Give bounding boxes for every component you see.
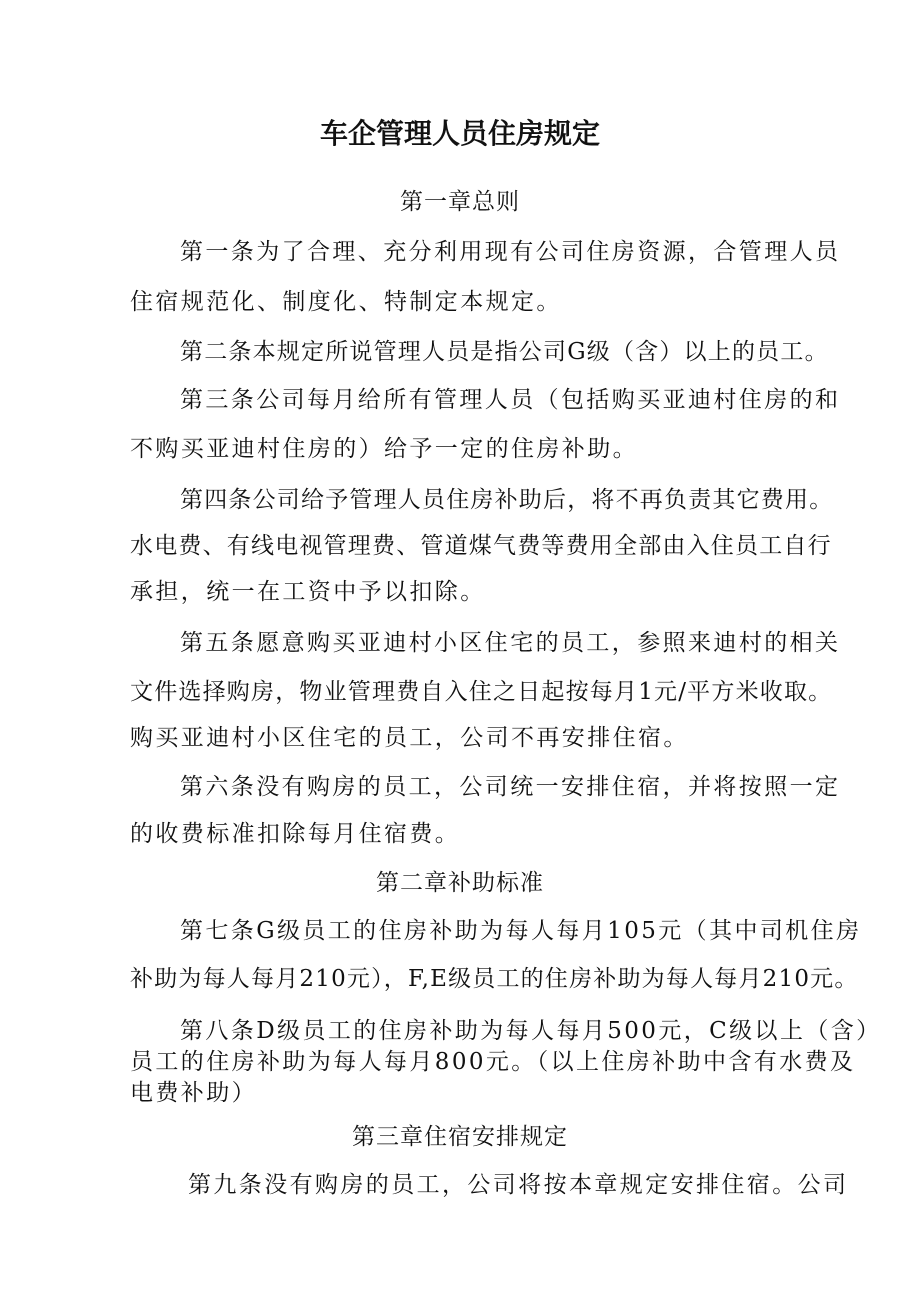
article-3-line-2: 不购买亚迪村住房的）给予一定的住房补助。 <box>130 436 638 462</box>
article-6-line-2: 的收费标准扣除每月住宿费。 <box>130 821 461 847</box>
chapter-2-heading: 第二章补助标准 <box>376 870 544 896</box>
article-4-line-2: 水电费、有线电视管理费、管道煤气费等费用全部由入住员工自行 <box>130 533 832 559</box>
article-7-line-2: 补助为每人每月210元），F,E级员工的住房补助为每人每月210元。 <box>130 966 859 992</box>
article-5-line-1: 第五条愿意购买亚迪村小区住宅的员工，参照来迪村的相关 <box>180 630 841 656</box>
article-4-line-3: 承担，统一在工资中予以扣除。 <box>130 579 486 605</box>
article-8-line-2: 员工的住房补助为每人每月800元。（以上住房补助中含有水费及 <box>130 1049 856 1075</box>
article-9-line-1: 第九条没有购房的员工，公司将按本章规定安排住宿。公司 <box>188 1172 849 1198</box>
article-1-line-1: 第一条为了合理、充分利用现有公司住房资源，合管理人员 <box>180 239 841 265</box>
article-8-line-1: 第八条D级员工的住房补助为每人每月500元，C级以上（含） <box>180 1018 882 1044</box>
article-1-line-2: 住宿规范化、制度化、特制定本规定。 <box>130 289 562 315</box>
chapter-3-heading: 第三章住宿安排规定 <box>352 1124 568 1150</box>
article-3-line-1: 第三条公司每月给所有管理人员（包括购买亚迪村住房的和 <box>180 387 841 413</box>
article-8-line-3: 电费补助） <box>130 1080 257 1106</box>
chapter-1-heading: 第一章总则 <box>400 189 520 215</box>
article-6-line-1: 第六条没有购房的员工，公司统一安排住宿，并将按照一定 <box>180 774 841 800</box>
article-5-line-3: 购买亚迪村小区住宅的员工，公司不再安排住宿。 <box>130 725 689 751</box>
article-5-line-2: 文件选择购房，物业管理费自入住之日起按每月1元/平方米收取。 <box>130 679 833 705</box>
article-4-line-1: 第四条公司给予管理人员住房补助后，将不再负责其它费用。 <box>180 487 834 513</box>
document-title: 车企管理人员住房规定 <box>319 117 600 150</box>
article-2-line-1: 第二条本规定所说管理人员是指公司G级（含）以上的员工。 <box>180 339 829 365</box>
article-7-line-1: 第七条G级员工的住房补助为每人每月105元（其中司机住房 <box>180 918 862 944</box>
